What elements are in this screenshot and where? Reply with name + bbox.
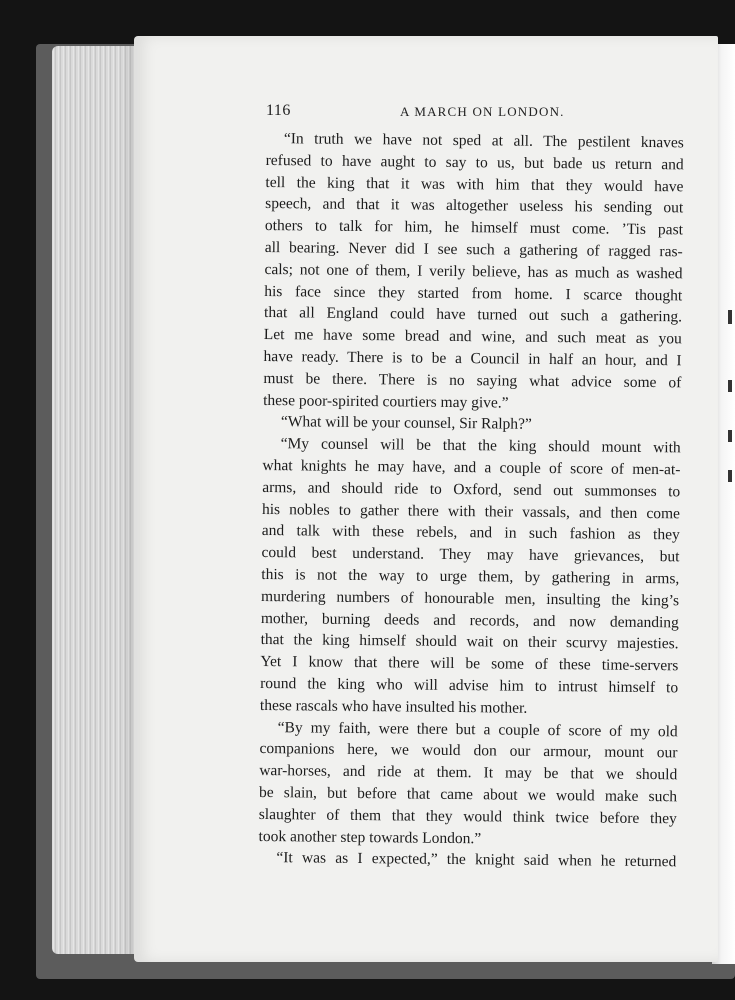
text-line: others to talk for him, he himself must come. ’Tis past — [264, 217, 684, 239]
text-line: that all England could have turned out such a gathering. — [263, 304, 683, 326]
text-line: these rascals who have insulted his mother. — [259, 696, 528, 717]
running-head — [266, 102, 686, 122]
text-line: slaughter of them that they would think twice before they — [258, 805, 677, 828]
text-line: could best understand. They may have grievances, but — [261, 544, 680, 566]
text-line: Yet I know that there will be some of these time-servers — [260, 653, 679, 675]
text-line: war-horses, and ride at them. It may be that we should — [259, 762, 678, 784]
text-line: “What will be your counsel, Sir Ralph?” — [280, 413, 532, 434]
text-line: his nobles to gather there with their vassals, and then come — [261, 500, 681, 522]
text-line: companions here, we would don our armour, mount our — [259, 740, 678, 762]
body-text — [258, 128, 684, 873]
text-line: these poor-spirited courtiers may give.” — [263, 391, 509, 412]
text-line: Let me have some bread and wine, and such meat as you — [263, 326, 682, 348]
page-number: 116 — [266, 102, 291, 119]
facing-page-text-fragment — [728, 310, 732, 324]
text-line: took another step towards London.” — [258, 827, 482, 847]
text-line: this is not the way to urge them, by gathering in arms, — [261, 565, 680, 588]
text-line: round the king who will advise him to intrust himself to — [260, 674, 679, 697]
text-line: cals; not one of them, I verily believe, has as much as washed — [264, 260, 683, 283]
text-line: speech, and that it was altogether useless his sending out — [265, 195, 684, 217]
text-line: his face since they started from home. I scarce thought — [264, 282, 683, 304]
text-line: be slain, but before that came about we would make such — [258, 783, 678, 806]
text-line: that the king himself should wait on their scurvy majesties. — [260, 631, 679, 653]
facing-page-text-fragment — [728, 470, 732, 482]
facing-page-text-fragment — [728, 430, 732, 442]
text-line: must be there. There is no saying what advice some of — [263, 369, 682, 392]
text-line: arms, and should ride to Oxford, send out summonses to — [262, 478, 681, 501]
text-line: have ready. There is to be a Council in half an hour, and I — [263, 347, 682, 370]
text-line: what knights he may have, and a couple of score of men-at- — [262, 456, 681, 479]
text-line: “It was as I expected,” the knight said when he returned — [276, 849, 677, 871]
running-title: A MARCH ON LONDON. — [400, 104, 565, 119]
text-line: mother, burning deeds and records, and now demanding — [260, 609, 679, 631]
text-line: murdering numbers of honourable men, insulting the king’s — [261, 587, 680, 610]
facing-page-text-fragment — [728, 380, 732, 392]
text-line: “By my faith, were there but a couple of score of my old — [277, 718, 678, 740]
text-line: all bearing. Never did I see such a gathering of ragged ras- — [264, 238, 683, 261]
text-line: “In truth we have not sped at all. The pestilent knaves — [283, 130, 684, 152]
text-line: and talk with these rebels, and in such fashion as they — [261, 522, 680, 544]
text-line: tell the king that it was with him that they would have — [265, 173, 684, 195]
text-line: “My counsel will be that the king should mount with — [280, 435, 681, 457]
text-line: refused to have aught to say to us, but bade us return and — [265, 151, 684, 174]
